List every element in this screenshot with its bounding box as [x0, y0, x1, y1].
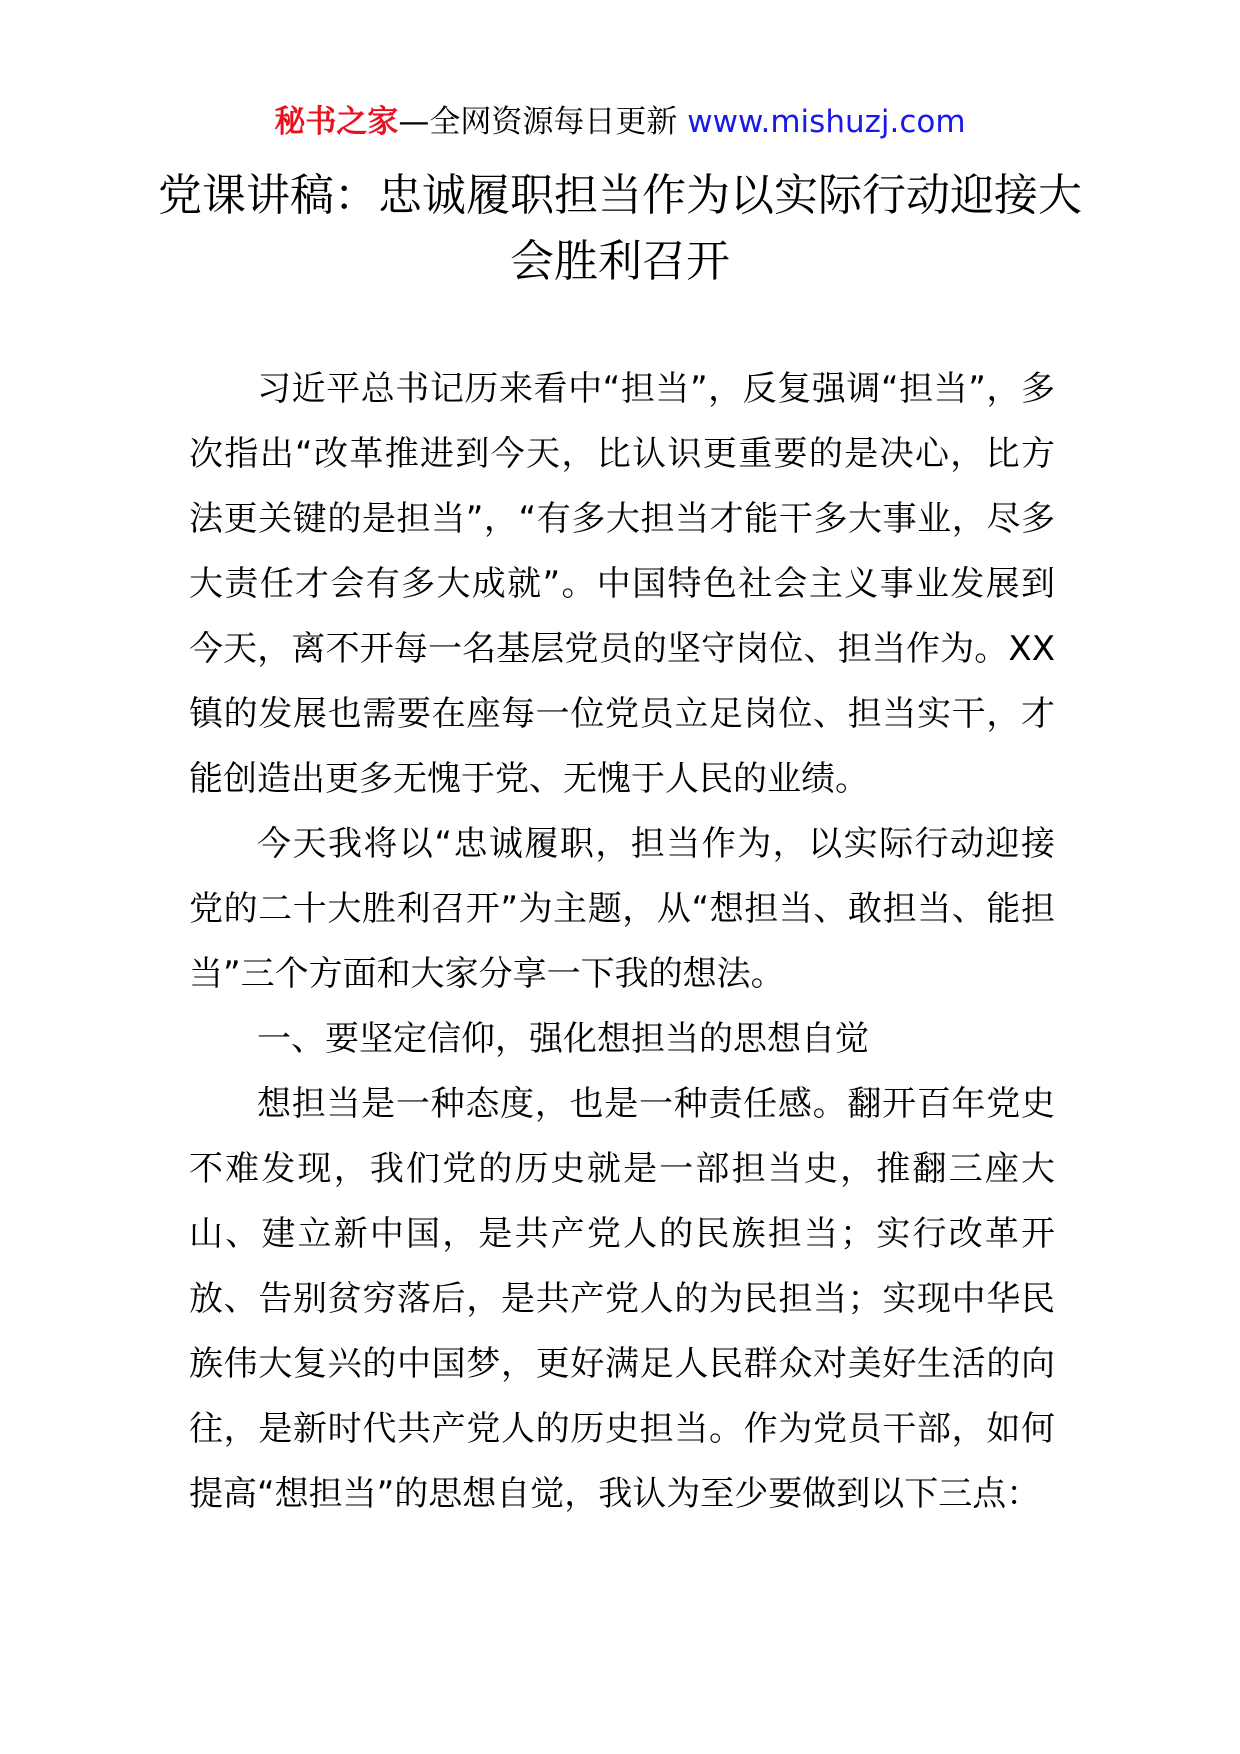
document-body	[189, 357, 1055, 1527]
site-brand: 秘书之家	[274, 104, 399, 140]
paragraph-theme: 今天我将以“忠诚履职，担当作为，以实际行动迎接党的二十大胜利召开”为主题，从“想担当、敢担当、能担当”三个方面和大家分享一下我的想法。	[189, 824, 1055, 994]
document-title: 党课讲稿：忠诚履职担当作为以实际行动迎接大会胜利召开	[158, 170, 1082, 287]
paragraph-section-1: 想担当是一种态度，也是一种责任感。翻开百年党史不难发现，我们党的历史就是一部担当史，推翻三座大山、建立新中国，是共产党人的民族担当；实行改革开放、告别贫穷落后，是共产党人的为民担当；实现中华民族伟大复兴的中国梦，更好满足人民群众对美好生活的向往，是新时代共产党人的历史担当。作为党员干部，如何提高“想担当”的思想自觉，我认为至少要做到以下三点：	[189, 1084, 1055, 1514]
site-tagline: —全网资源每日更新	[398, 104, 688, 140]
paragraph-intro: 习近平总书记历来看中“担当”，反复强调“担当”，多次指出“改革推进到今天，比认识更重要的是决心，比方法更关键的是担当”，“有多大担当才能干多大事业，尽多大责任才会有多大成就”。中国特色社会主义事业发展到今天，离不开每一名基层党员的坚守岗位、担当作为。XX镇的发展也需要在座每一位党员立足岗位、担当实干，才能创造出更多无愧于党、无愧于人民的业绩。	[189, 369, 1055, 799]
site-url-link[interactable]: www.mishuzj.com	[687, 104, 966, 140]
site-header	[0, 100, 1240, 144]
section-heading-1: 一、要坚定信仰，强化想担当的思想自觉	[257, 1019, 869, 1059]
